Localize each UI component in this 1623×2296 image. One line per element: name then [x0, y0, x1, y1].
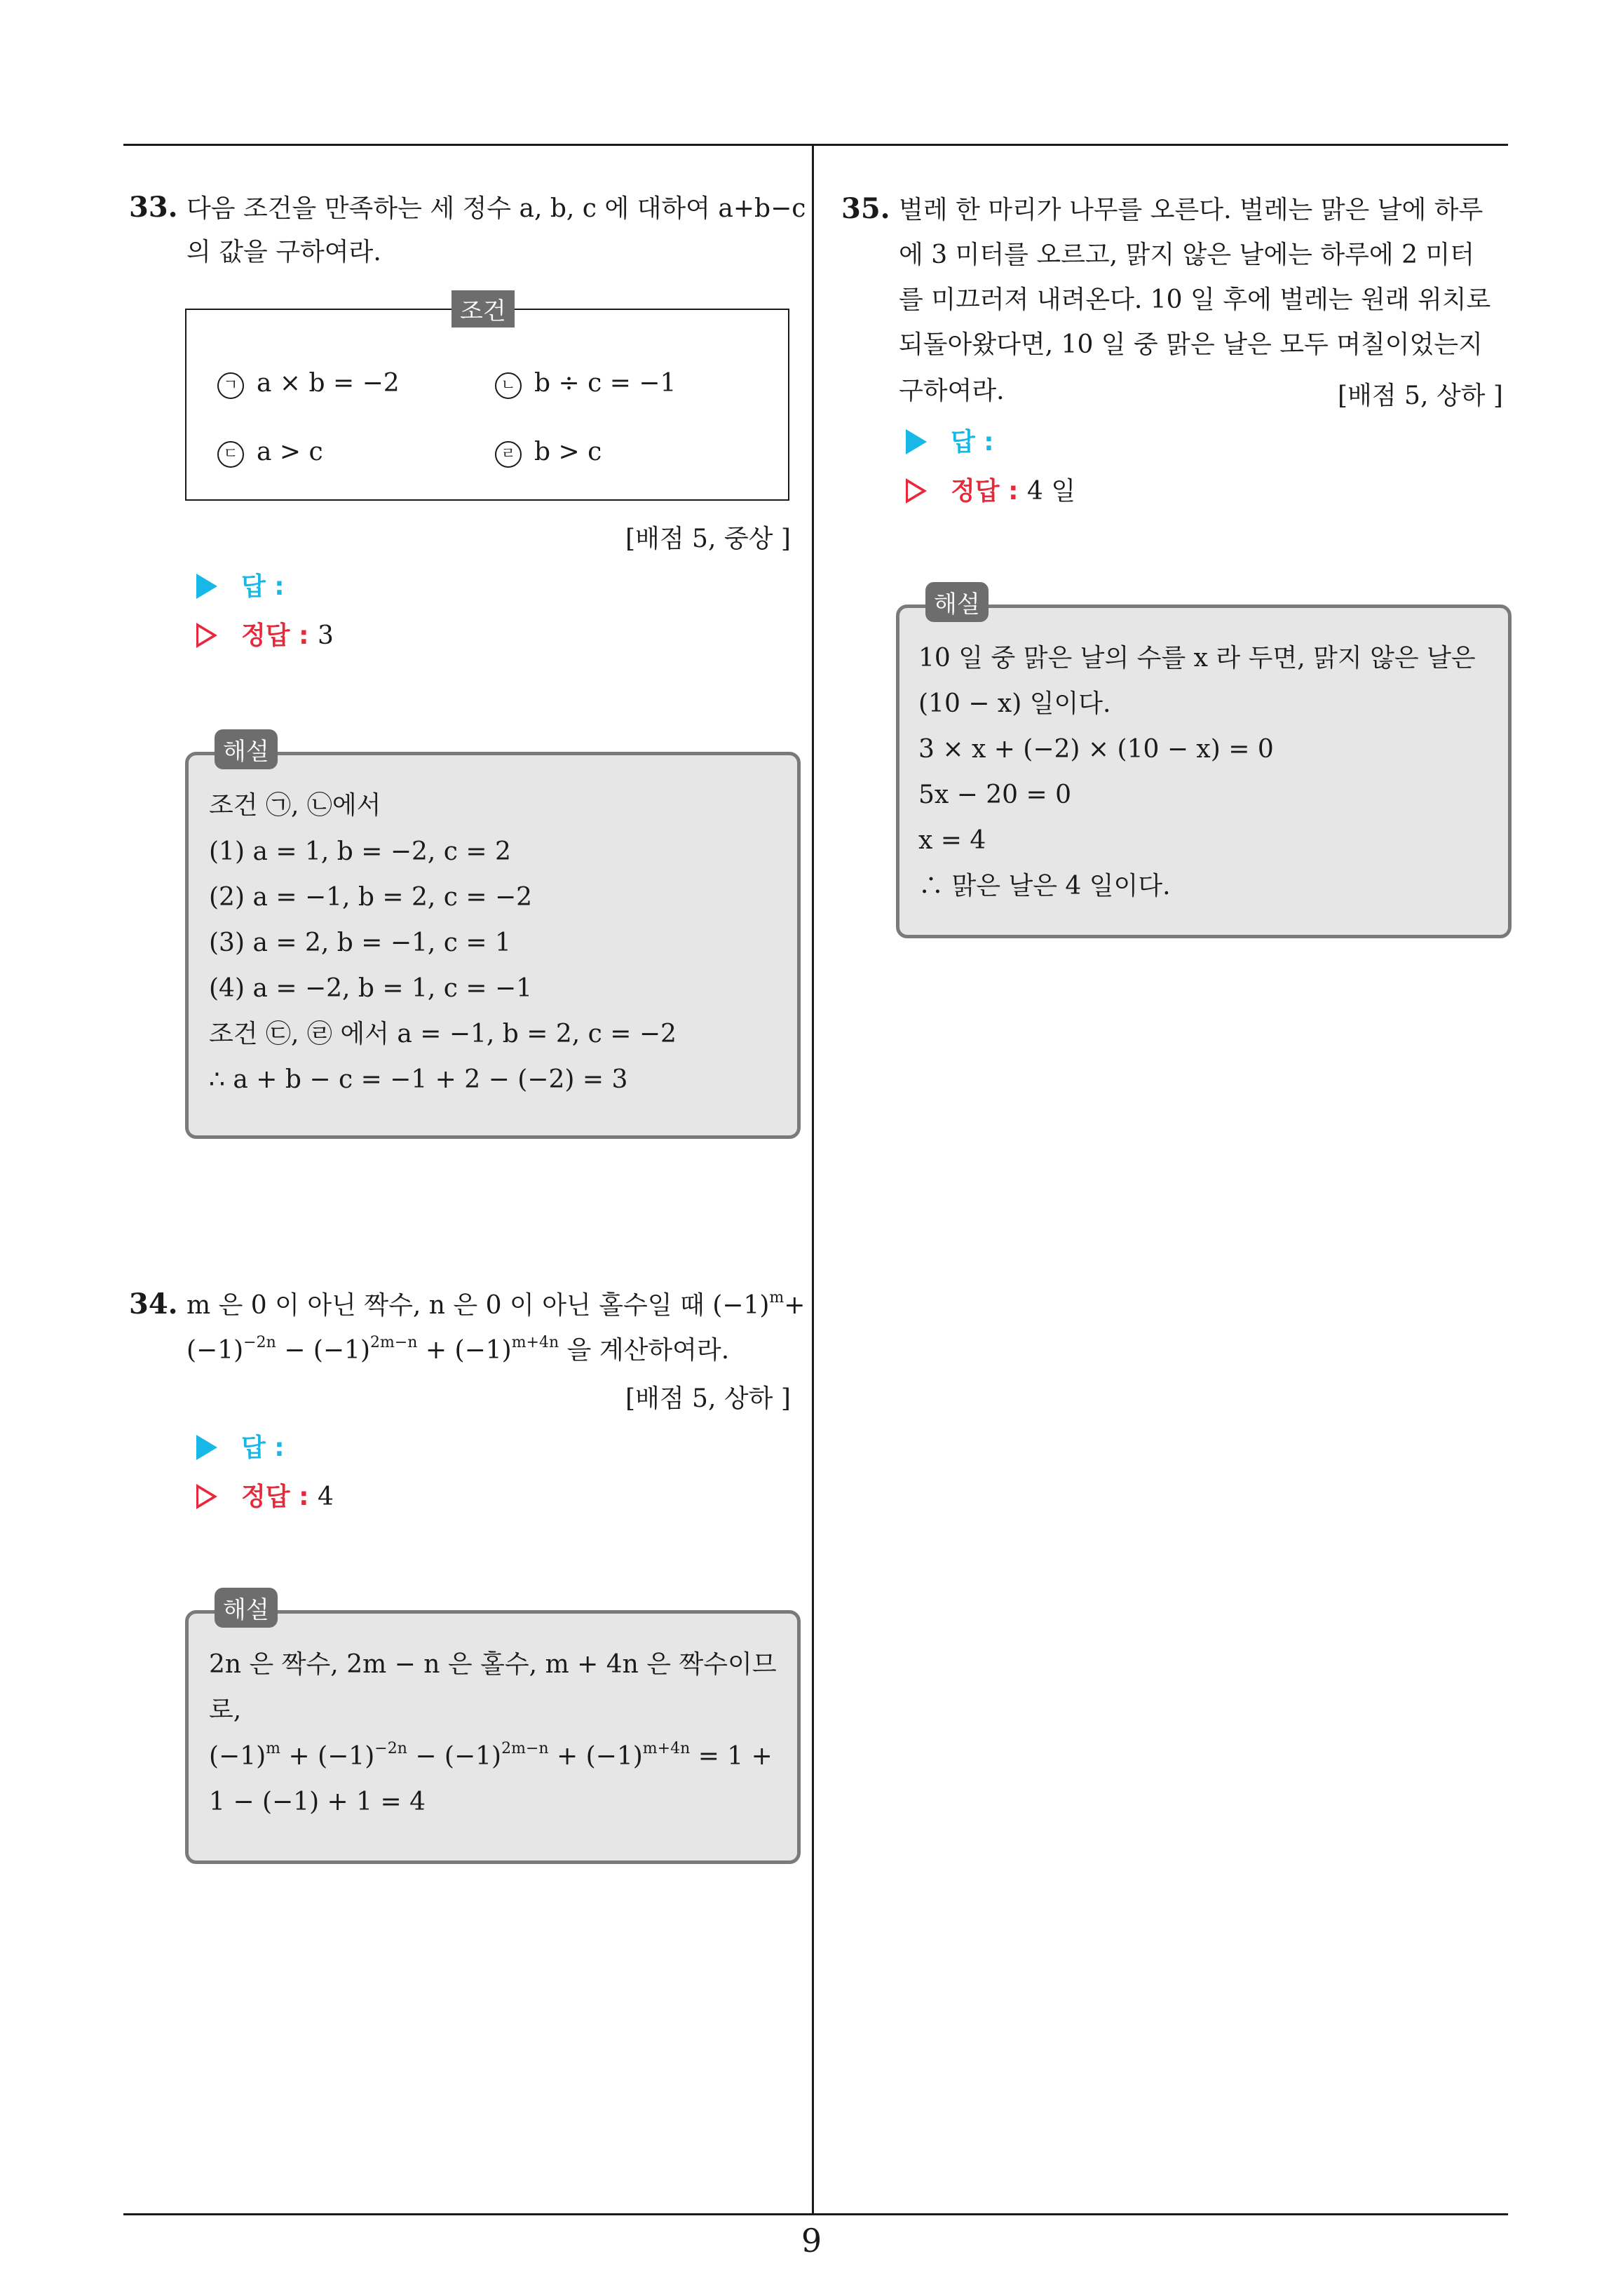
condition-text: b > c [534, 438, 602, 466]
solution-line: 조건 ㉢, ㉣ 에서 a = −1, b = 2, c = −2 [209, 1020, 677, 1048]
exponent: −2n [243, 1334, 276, 1351]
correct-answer-line [906, 474, 1075, 509]
condition-item [495, 369, 676, 399]
correct-answer-line [196, 619, 334, 654]
correct-answer-line [196, 1480, 334, 1515]
score-label: [배점 5, 상하 ] [1338, 381, 1503, 410]
text-segment: + (−1) [280, 1742, 375, 1771]
text-segment: − (−1) [407, 1742, 502, 1771]
question-text-line [186, 1330, 729, 1372]
text-segment: + (−1) [417, 1336, 512, 1365]
condition-box [185, 309, 789, 501]
correct-value: 3 [318, 621, 334, 650]
condition-text: a > c [257, 438, 323, 466]
exponent: m [266, 1740, 281, 1757]
question-text-line: 에 3 미터를 오르고, 맑지 않은 날에는 하루에 2 미터 [899, 241, 1474, 269]
question-text-line: 벌레 한 마리가 나무를 오른다. 벌레는 맑은 날에 하루 [899, 196, 1483, 224]
question-number: 33. [129, 191, 178, 224]
circled-mark: ㄹ [495, 441, 522, 468]
solution-line: x = 4 [918, 826, 986, 855]
circled-mark: ㄴ [495, 372, 522, 399]
exponent: −2n [374, 1740, 407, 1757]
text-segment: + [784, 1291, 806, 1320]
solution-line: 3 × x + (−2) × (10 − x) = 0 [918, 735, 1274, 764]
question-number: 35. [841, 192, 890, 225]
correct-label: 정답 : [241, 621, 309, 650]
correct-label: 정답 : [951, 477, 1019, 506]
correct-value: 4 일 [1027, 477, 1076, 506]
circled-mark: ㄱ [217, 372, 244, 399]
condition-text: a × b = −2 [257, 369, 400, 398]
exponent: m+4n [511, 1334, 559, 1351]
condition-item [217, 438, 323, 468]
text-segment: + (−1) [548, 1742, 643, 1771]
question-text-line: 를 미끄러져 내려온다. 10 일 후에 벌레는 원래 위치로 [899, 285, 1491, 314]
outline-triangle-icon [906, 478, 927, 504]
solution-line: 조건 ㉠, ㉡에서 [209, 791, 381, 820]
question-number: 34. [129, 1288, 178, 1321]
condition-item [495, 438, 602, 468]
question-text-line: 되돌아왔다면, 10 일 중 맑은 날은 모두 며칠이었는지 [899, 330, 1483, 359]
bottom-rule [123, 2213, 1508, 2215]
solution-tag: 해설 [215, 1588, 278, 1628]
solution-line: ∴ 맑은 날은 4 일이다. [918, 872, 1171, 900]
text-segment: 을 계산하여라. [559, 1336, 730, 1365]
text-segment: − (−1) [276, 1336, 370, 1365]
solution-line: (4) a = −2, b = 1, c = −1 [209, 974, 533, 1003]
question-text-line [186, 1285, 805, 1327]
answer-line [196, 569, 285, 605]
column-divider [812, 144, 814, 2215]
text-segment: m 은 0 이 아닌 짝수, n 은 0 이 아닌 홀수일 때 (−1) [186, 1291, 770, 1320]
solution-line: (10 − x) 일이다. [918, 689, 1111, 718]
exponent: 2m−n [370, 1334, 418, 1351]
exponent: m+4n [642, 1740, 691, 1757]
solution-line: (3) a = 2, b = −1, c = 1 [209, 928, 511, 957]
answer-label: 답 : [241, 572, 285, 601]
solution-line: 10 일 중 맑은 날의 수를 x 라 두면, 맑지 않은 날은 [918, 644, 1476, 673]
outline-triangle-icon [196, 623, 217, 648]
correct-label: 정답 : [241, 1483, 309, 1511]
filled-triangle-icon [196, 1435, 217, 1460]
solution-line: 1 − (−1) + 1 = 4 [209, 1788, 426, 1816]
answer-label: 답 : [951, 428, 994, 457]
solution-line: ∴ a + b − c = −1 + 2 − (−2) = 3 [209, 1065, 628, 1094]
top-rule [123, 144, 1508, 146]
page-number: 9 [801, 2222, 822, 2260]
correct-value: 4 [318, 1483, 334, 1511]
circled-mark: ㄷ [217, 441, 244, 468]
exponent: m [769, 1289, 785, 1306]
condition-tag: 조건 [451, 290, 515, 327]
answer-line [196, 1431, 285, 1466]
score-label: [배점 5, 중상 ] [625, 525, 791, 553]
filled-triangle-icon [196, 574, 217, 599]
text-segment: (−1) [186, 1336, 244, 1365]
score-label: [배점 5, 상하 ] [625, 1384, 791, 1413]
condition-item [217, 369, 400, 399]
solution-line: 5x − 20 = 0 [918, 781, 1072, 809]
question-text-line: 구하여라. [899, 377, 1005, 405]
exponent: 2m−n [501, 1740, 549, 1757]
solution-line: (1) a = 1, b = −2, c = 2 [209, 837, 511, 866]
text-segment: = 1 + [690, 1742, 773, 1771]
solution-tag: 해설 [925, 582, 989, 622]
question-text-line: 의 값을 구하여라. [186, 238, 381, 266]
question-text-line: 다음 조건을 만족하는 세 정수 a, b, c 에 대하여 a+b−c [186, 194, 806, 223]
text-segment: (−1) [209, 1742, 266, 1771]
solution-line [209, 1736, 773, 1777]
filled-triangle-icon [906, 429, 927, 454]
outline-triangle-icon [196, 1484, 217, 1509]
solution-tag: 해설 [215, 729, 278, 769]
answer-label: 답 : [241, 1433, 285, 1462]
solution-line: (2) a = −1, b = 2, c = −2 [209, 883, 533, 912]
condition-text: b ÷ c = −1 [534, 369, 677, 398]
solution-line: 로, [209, 1696, 242, 1724]
answer-line [906, 425, 994, 460]
solution-line: 2n 은 짝수, 2m − n 은 홀수, m + 4n 은 짝수이므 [209, 1650, 777, 1679]
